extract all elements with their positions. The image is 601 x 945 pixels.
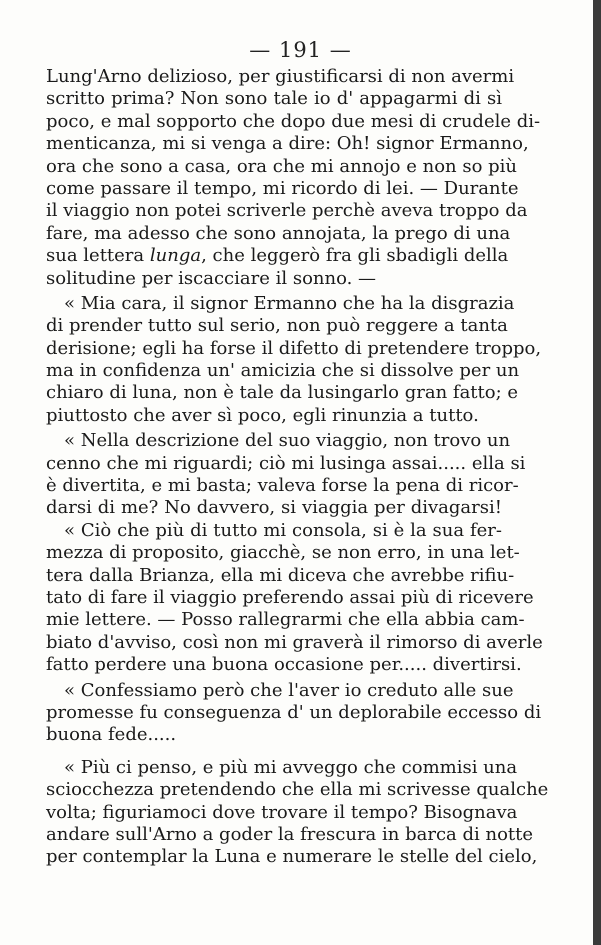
text-line: menticanza, mi si venga a dire: Oh! signor Ermanno, (46, 133, 529, 155)
paragraph (46, 519, 543, 677)
text-line: « Ciò che più di tutto mi consola, si è la sua fer- (64, 519, 502, 541)
text-line: il viaggio non potei scriverle perchè aveva troppo da (46, 200, 528, 222)
text-line: come passare il tempo, mi ricordo di lei. — Durante (46, 177, 519, 199)
text-line: sciocchezza pretendendo che ella mi scrivesse qualche (46, 779, 549, 801)
text-line: chiaro di luna, non è tale da lusingarlo gran fatto; e (46, 382, 519, 404)
text-line: di prender tutto sul serio, non può reggere a tanta (46, 315, 508, 337)
text-line: buona fede..... (46, 724, 177, 746)
text-line: biato d'avviso, così non mi graverà il rimorso di averle (46, 631, 543, 653)
text-line: ora che sono a casa, ora che mi annojo e non so più (46, 155, 518, 177)
paragraph (46, 430, 526, 520)
text-line: promesse fu conseguenza d' un deplorabile eccesso di (46, 701, 542, 723)
text-line: darsi di me? No davvero, si viaggia per divagarsi! (46, 497, 502, 519)
page-number: — 191 — (249, 38, 352, 62)
paragraph (46, 292, 542, 427)
text-line: « Confessiamo però che l'aver io creduto alle sue (64, 679, 514, 701)
text-line: solitudine per iscacciare il sonno. — (46, 267, 377, 289)
text-line: fatto perdere una buona occasione per..... divertirsi. (46, 654, 522, 676)
text-line: « Mia cara, il signor Ermanno che ha la disgrazia (64, 292, 515, 314)
text-line: sua lettera lunga, che leggerò fra gli sbadigli della (46, 245, 509, 267)
paragraph (46, 679, 542, 747)
text-line: mezza di proposito, giacchè, se non erro, in una let- (46, 542, 520, 564)
paragraph (46, 756, 549, 869)
text-line: poco, e mal sopporto che dopo due mesi di crudele di- (46, 110, 541, 132)
paragraph (46, 66, 541, 290)
text-line: mie lettere. — Posso rallegrarmi che ella abbia cam- (46, 609, 525, 631)
text-line: andare sull'Arno a goder la frescura in barca di notte (46, 823, 534, 845)
text-line: tera dalla Brianza, ella mi diceva che avrebbe rifiu- (46, 564, 515, 586)
text-line: fare, ma adesso che sono annojata, la prego di una (46, 222, 511, 244)
text-line: tato di fare il viaggio preferendo assai più di ricevere (46, 586, 534, 608)
body-text (46, 66, 549, 869)
text-line: derisione; egli ha forse il difetto di pretendere troppo, (46, 337, 542, 359)
text-line: cenno che mi riguardi; ciò mi lusinga assai..... ella si (46, 452, 526, 474)
text-line: piuttosto che aver sì poco, egli rinunzia a tutto. (46, 404, 479, 426)
text-line: « Nella descrizione del suo viaggio, non trovo un (64, 430, 511, 452)
text-line: « Più ci penso, e più mi avveggo che commisi una (64, 756, 518, 778)
text-line: scritto prima? Non sono tale io d' appagarmi di sì (46, 88, 502, 110)
text-line: ma in confidenza un' amicizia che si dissolve per un (46, 360, 520, 382)
text-line: per contemplar la Luna e numerare le stelle del cielo, (46, 846, 538, 868)
text-line: è divertita, e mi basta; valeva forse la pena di ricor- (46, 475, 519, 497)
text-line: volta; figuriamoci dove trovare il tempo? Bisognava (46, 801, 518, 823)
text-line: Lung'Arno delizioso, per giustificarsi di non avermi (46, 66, 515, 87)
